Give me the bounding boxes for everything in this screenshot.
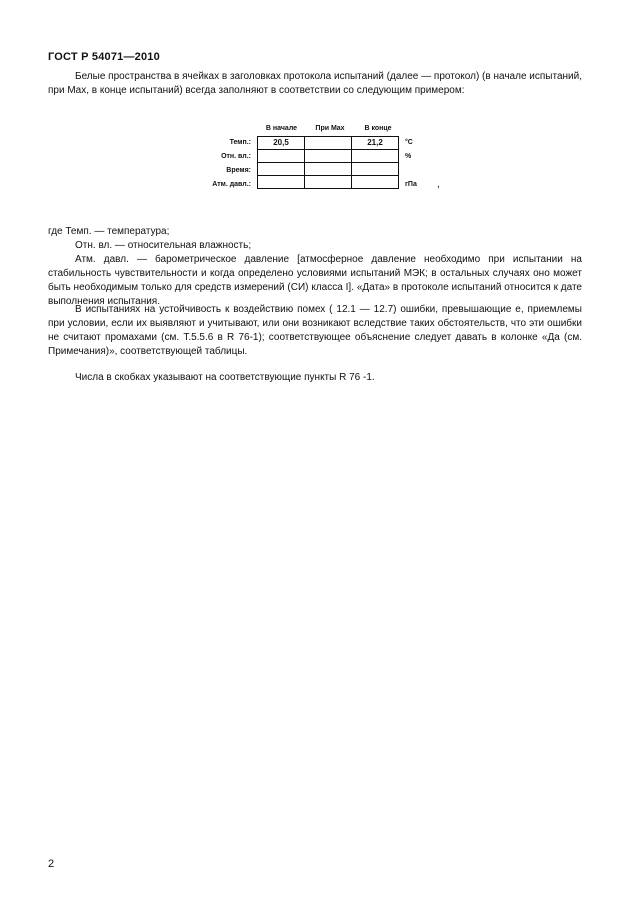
intro-paragraph: Белые пространства в ячейках в заголовках протокола испытаний (далее — протокол) (в начале испытаний, при Max, в конце испытаний) всегда заполняют в соответствии со следующим примером: [48,71,582,96]
unit-pressure: гПа [405,181,417,188]
definition-temp: где Темп. — температура; [48,226,170,237]
page-number: 2 [48,858,55,870]
definition-pressure: Атм. давл. — барометрическое давление [атмосферное давление необходимо при испытании на стабильность чувствительности и когда определено условиями испытаний МЭК; в остальных случаях оно может быть необходимым только для средств измерений (СИ) класса I]. «Дата» в протоколе испытаний относится к дате выполнения испытания. [48,254,582,307]
row-label-humidity: Отн. вл.: [221,153,251,160]
cell-time-max [305,163,352,176]
row-label-pressure: Атм. давл.: [212,181,251,188]
column-header-start: В начале [265,125,298,132]
cell-humidity-max [305,150,352,163]
unit-temp: °С [405,139,413,146]
row-label-temp: Темп.: [229,139,251,146]
interference-paragraph: В испытаниях на устойчивость к воздействию помех ( 12.1 — 12.7) ошибки, превышающие е, приемлемы при условии, если их выявляют и учитывают, или они возникают вследствие таких обстоятельств, что эти ошибки не считают промахами (см. Т.5.5.6 в R 76-1); соответствующее объяснение следует давать в колонке «Да (см. Примечания)», соответствующей таблицы. [48,304,582,357]
cell-pressure-end [352,176,399,189]
table-row [258,137,399,150]
definition-humidity: Отн. вл. — относительная влажность; [75,240,252,251]
cell-humidity-start [258,150,305,163]
row-label-time: Время: [226,167,251,174]
column-header-end: В конце [364,125,392,132]
conditions-grid [257,136,399,189]
cell-temp-end: 21,2 [352,137,399,150]
table-trailing-comma: , [437,179,440,190]
table-row [258,150,399,163]
cell-humidity-end [352,150,399,163]
table-row [258,163,399,176]
cell-time-start [258,163,305,176]
column-header-max: При Max [315,125,345,132]
document-header: ГОСТ Р 54071—2010 [48,51,160,63]
table-row [258,176,399,189]
cell-time-end [352,163,399,176]
cell-pressure-start [258,176,305,189]
cell-temp-start: 20,5 [258,137,305,150]
cell-temp-max [305,137,352,150]
note-paragraph: Числа в скобках указывают на соответствующие пункты R 76 -1. [75,372,375,383]
cell-pressure-max [305,176,352,189]
unit-humidity: % [405,153,412,160]
